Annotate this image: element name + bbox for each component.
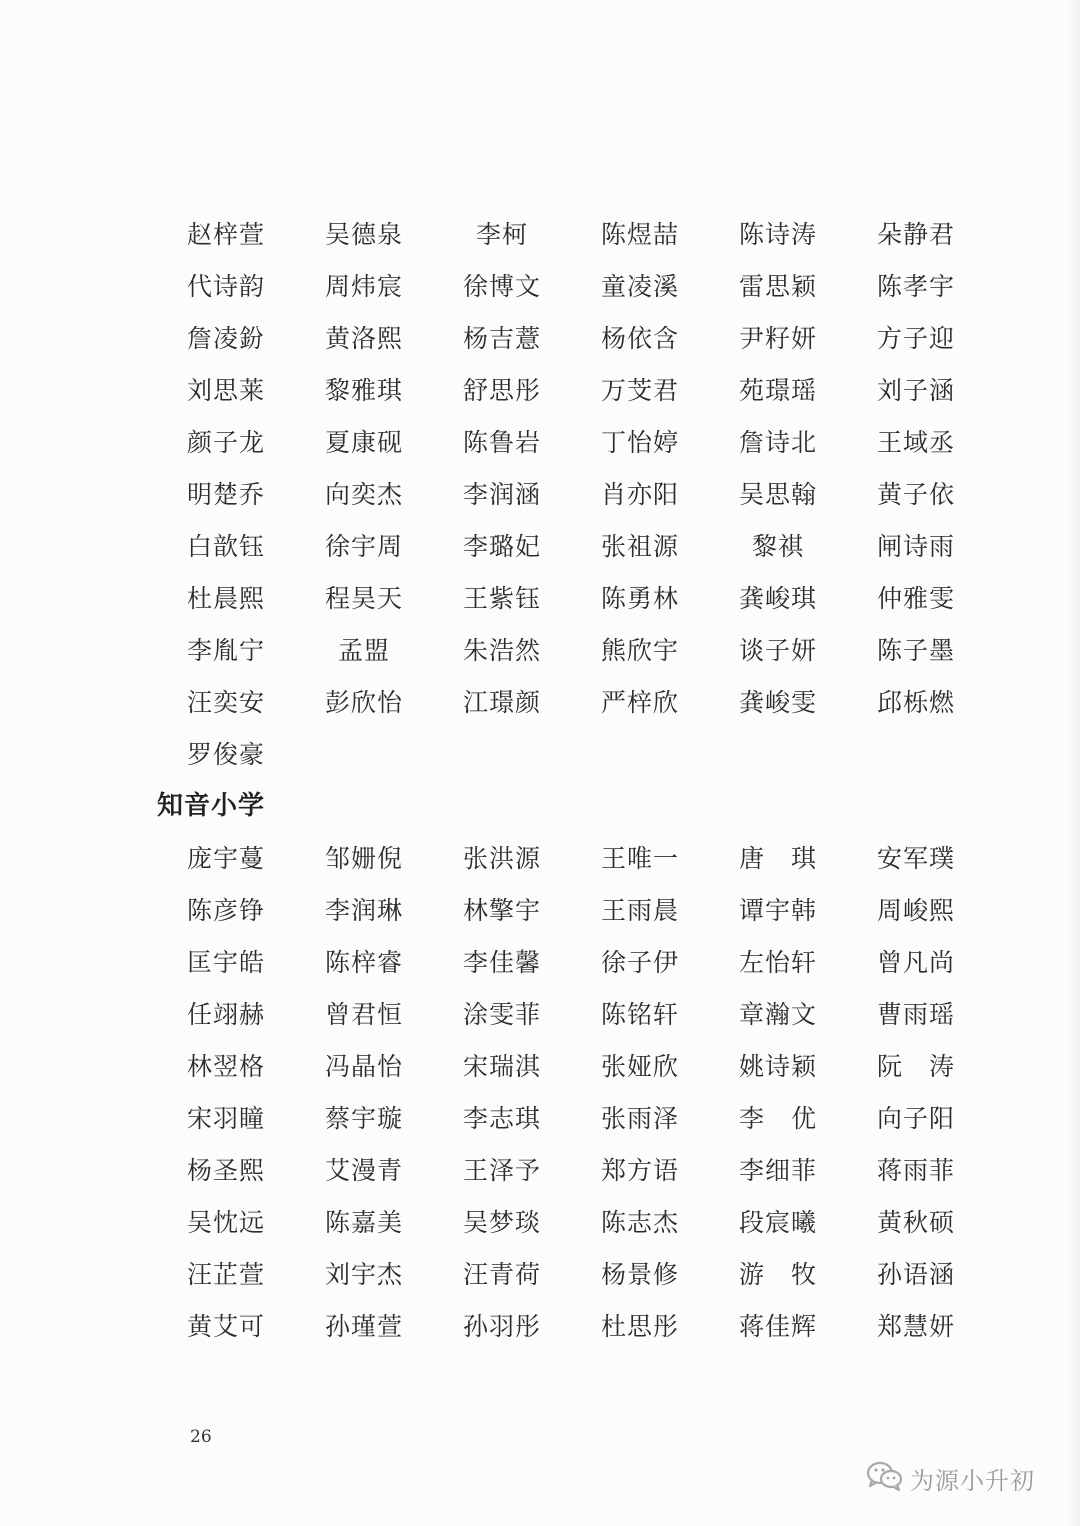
name-cell: 邱栎燃 bbox=[876, 688, 955, 717]
name-cell: 匡宇皓 bbox=[186, 948, 265, 977]
name-cell: 王域丞 bbox=[876, 428, 955, 457]
name-cell: 段宸曦 bbox=[738, 1208, 817, 1237]
name-cell: 蒋雨菲 bbox=[876, 1156, 955, 1185]
name-cell: 李润琳 bbox=[324, 896, 403, 925]
name-cell: 白歆钰 bbox=[186, 532, 265, 561]
name-cell: 陈嘉美 bbox=[324, 1208, 403, 1237]
name-cell: 陈勇林 bbox=[600, 584, 679, 613]
name-cell: 罗俊豪 bbox=[186, 740, 265, 769]
name-cell: 陈梓睿 bbox=[324, 948, 403, 977]
name-cell: 陈铭轩 bbox=[600, 1000, 679, 1029]
name-cell: 冯晶怡 bbox=[324, 1052, 403, 1081]
name-cell: 姚诗颖 bbox=[738, 1052, 817, 1081]
name-cell: 游 牧 bbox=[738, 1260, 817, 1289]
name-cell: 周炜宸 bbox=[324, 272, 403, 301]
name-cell: 方子迎 bbox=[876, 324, 955, 353]
name-cell: 宋羽瞳 bbox=[186, 1104, 265, 1133]
name-cell: 庞宇蔓 bbox=[186, 844, 265, 873]
name-cell: 任翊赫 bbox=[186, 1000, 265, 1029]
section-heading-zhiyin: 知音小学 bbox=[157, 791, 266, 821]
name-cell: 黄艾可 bbox=[186, 1312, 265, 1341]
name-cell: 赵梓萱 bbox=[186, 220, 265, 249]
name-cell: 李佳馨 bbox=[462, 948, 541, 977]
name-cell: 郑慧妍 bbox=[876, 1312, 955, 1341]
name-cell: 李柯 bbox=[475, 220, 528, 249]
name-cell: 颜子龙 bbox=[186, 428, 265, 457]
name-cell: 陈志杰 bbox=[600, 1208, 679, 1237]
name-cell: 詹凌鈖 bbox=[186, 324, 265, 353]
name-cell: 李润涵 bbox=[462, 480, 541, 509]
name-cell: 宋瑞淇 bbox=[462, 1052, 541, 1081]
name-cell: 王紫钰 bbox=[462, 584, 541, 613]
name-cell: 徐博文 bbox=[462, 272, 541, 301]
name-cell: 刘思莱 bbox=[186, 376, 265, 405]
name-cell: 杜晨熙 bbox=[186, 584, 265, 613]
name-cell: 彭欣怡 bbox=[324, 688, 403, 717]
name-cell: 黎祺 bbox=[751, 532, 804, 561]
name-cell: 雷思颖 bbox=[738, 272, 817, 301]
name-cell: 朵静君 bbox=[876, 220, 955, 249]
name-cell: 安军璞 bbox=[876, 844, 955, 873]
name-cell: 吴德泉 bbox=[324, 220, 403, 249]
name-cell: 王雨晨 bbox=[600, 896, 679, 925]
name-cell: 汪芷萱 bbox=[186, 1260, 265, 1289]
name-list-section-1 bbox=[157, 209, 985, 781]
name-cell: 李细菲 bbox=[738, 1156, 817, 1185]
name-cell: 李璐妃 bbox=[462, 532, 541, 561]
name-cell: 唐 琪 bbox=[738, 844, 817, 873]
name-cell: 汪青荷 bbox=[462, 1260, 541, 1289]
name-cell: 章瀚文 bbox=[738, 1000, 817, 1029]
name-cell: 江璟颜 bbox=[462, 688, 541, 717]
name-cell: 陈子墨 bbox=[876, 636, 955, 665]
name-cell: 仲雅雯 bbox=[876, 584, 955, 613]
name-cell: 陈鲁岩 bbox=[462, 428, 541, 457]
name-cell: 孟盟 bbox=[337, 636, 390, 665]
name-cell: 李志琪 bbox=[462, 1104, 541, 1133]
name-cell: 陈诗涛 bbox=[738, 220, 817, 249]
name-cell: 涂雯菲 bbox=[462, 1000, 541, 1029]
name-cell: 王唯一 bbox=[600, 844, 679, 873]
name-cell: 王泽予 bbox=[462, 1156, 541, 1185]
name-cell: 李 优 bbox=[738, 1104, 817, 1133]
name-cell: 孙语涵 bbox=[876, 1260, 955, 1289]
name-cell: 向子阳 bbox=[876, 1104, 955, 1133]
name-cell: 黎雅琪 bbox=[324, 376, 403, 405]
name-cell: 杨圣熙 bbox=[186, 1156, 265, 1185]
page-number: 26 bbox=[190, 1427, 212, 1447]
name-cell: 孙羽彤 bbox=[462, 1312, 541, 1341]
name-cell: 杨依含 bbox=[600, 324, 679, 353]
name-cell: 明楚乔 bbox=[186, 480, 265, 509]
name-cell: 郑方语 bbox=[600, 1156, 679, 1185]
watermark-text: 为源小升初 bbox=[910, 1466, 1035, 1495]
name-cell: 闸诗雨 bbox=[876, 532, 955, 561]
name-cell: 林翌格 bbox=[186, 1052, 265, 1081]
name-cell: 吴思翰 bbox=[738, 480, 817, 509]
name-cell: 张祖源 bbox=[600, 532, 679, 561]
name-cell: 刘宇杰 bbox=[324, 1260, 403, 1289]
name-cell: 黄秋硕 bbox=[876, 1208, 955, 1237]
name-cell: 蒋佳辉 bbox=[738, 1312, 817, 1341]
name-cell: 严梓欣 bbox=[600, 688, 679, 717]
name-cell: 朱浩然 bbox=[462, 636, 541, 665]
name-cell: 徐子伊 bbox=[600, 948, 679, 977]
name-cell: 曾君恒 bbox=[324, 1000, 403, 1029]
name-cell: 谭宇韩 bbox=[738, 896, 817, 925]
name-cell: 徐宇周 bbox=[324, 532, 403, 561]
name-cell: 詹诗北 bbox=[738, 428, 817, 457]
name-cell: 张娅欣 bbox=[600, 1052, 679, 1081]
name-cell: 万芠君 bbox=[600, 376, 679, 405]
name-cell: 刘子涵 bbox=[876, 376, 955, 405]
name-cell: 舒思彤 bbox=[462, 376, 541, 405]
name-cell: 阮 涛 bbox=[876, 1052, 955, 1081]
name-cell: 陈煜喆 bbox=[600, 220, 679, 249]
name-cell: 蔡宇璇 bbox=[324, 1104, 403, 1133]
page-edge-shadow bbox=[1066, 0, 1080, 1526]
name-cell: 肖亦阳 bbox=[600, 480, 679, 509]
name-cell: 左怡轩 bbox=[738, 948, 817, 977]
name-cell: 向奕杰 bbox=[324, 480, 403, 509]
name-cell: 张洪源 bbox=[462, 844, 541, 873]
name-cell: 陈孝宇 bbox=[876, 272, 955, 301]
name-cell: 张雨泽 bbox=[600, 1104, 679, 1133]
name-cell: 陈彦铮 bbox=[186, 896, 265, 925]
wechat-icon bbox=[866, 1460, 904, 1496]
name-cell: 黄洛熙 bbox=[324, 324, 403, 353]
name-cell: 龚峻雯 bbox=[738, 688, 817, 717]
name-cell: 黄子依 bbox=[876, 480, 955, 509]
name-cell: 童凌溪 bbox=[600, 272, 679, 301]
name-cell: 龚峻琪 bbox=[738, 584, 817, 613]
name-list-section-2 bbox=[157, 833, 985, 1353]
name-cell: 吴忱远 bbox=[186, 1208, 265, 1237]
name-cell: 曾凡尚 bbox=[876, 948, 955, 977]
name-cell: 夏康砚 bbox=[324, 428, 403, 457]
name-cell: 杜思彤 bbox=[600, 1312, 679, 1341]
name-cell: 邹姗倪 bbox=[324, 844, 403, 873]
name-cell: 熊欣宇 bbox=[600, 636, 679, 665]
name-cell: 李胤宁 bbox=[186, 636, 265, 665]
name-cell: 丁怡婷 bbox=[600, 428, 679, 457]
name-cell: 代诗韵 bbox=[186, 272, 265, 301]
name-cell: 程昊天 bbox=[324, 584, 403, 613]
name-cell: 杨景修 bbox=[600, 1260, 679, 1289]
name-cell: 吴梦琰 bbox=[462, 1208, 541, 1237]
name-cell: 艾漫青 bbox=[324, 1156, 403, 1185]
watermark bbox=[866, 1460, 1035, 1496]
name-cell: 谈子妍 bbox=[738, 636, 817, 665]
name-cell: 汪奕安 bbox=[186, 688, 265, 717]
name-cell: 林擎宇 bbox=[462, 896, 541, 925]
name-cell: 曹雨瑶 bbox=[876, 1000, 955, 1029]
name-cell: 孙瑾萱 bbox=[324, 1312, 403, 1341]
name-cell: 杨吉薏 bbox=[462, 324, 541, 353]
name-cell: 尹籽妍 bbox=[738, 324, 817, 353]
name-cell: 周峻熙 bbox=[876, 896, 955, 925]
name-cell: 苑璟瑶 bbox=[738, 376, 817, 405]
